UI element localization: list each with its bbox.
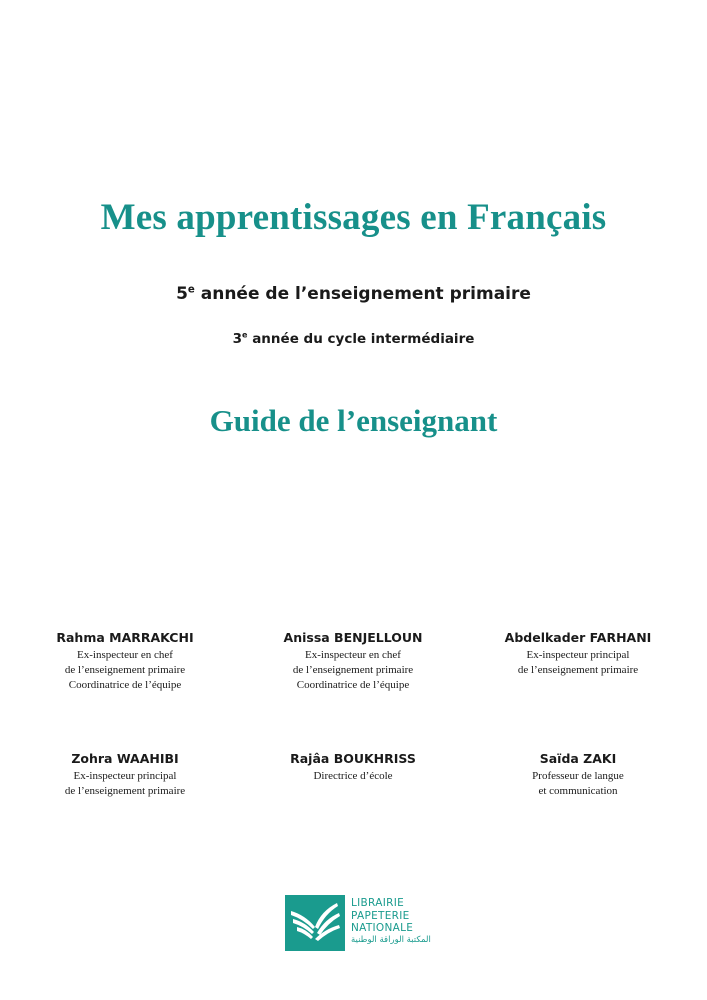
cycle-level-text: année du cycle intermédiaire (247, 331, 475, 347)
author-block (15, 751, 235, 799)
publisher-name-line: NATIONALE (351, 922, 414, 934)
author-role: de l’enseignement primaire (64, 664, 186, 676)
publisher-name-line: PAPETERIE (351, 909, 410, 922)
author-role: Ex-inspecteur en chef (305, 649, 401, 661)
author-block (468, 751, 688, 799)
publisher-name-arabic: المكتبة الوراقة الوطنية (351, 934, 431, 945)
book-wing-logo-icon (285, 895, 345, 951)
author-block (243, 751, 463, 784)
cycle-level-superscript: e (242, 329, 248, 340)
publisher-logo (285, 895, 431, 951)
author-role: Coordinatrice de l’équipe (296, 679, 410, 691)
school-level-number: 5 (176, 284, 188, 304)
book-title: Mes apprentissages en Français (100, 197, 607, 238)
author-role: de l’enseignement primaire (517, 664, 639, 676)
author-name: Rajâa BOUKHRISS (290, 751, 416, 766)
school-level-text: année de l’enseignement primaire (194, 284, 531, 304)
cycle-level (0, 331, 707, 347)
author-block (243, 630, 463, 693)
author-name: Anissa BENJELLOUN (283, 630, 423, 645)
author-role: de l’enseignement primaire (292, 664, 414, 676)
author-role: Professeur de langue (532, 770, 624, 782)
author-name: Zohra WAAHIBI (71, 751, 179, 766)
guide-title: Guide de l’enseignant (209, 403, 498, 438)
school-level (0, 284, 707, 304)
publisher-name (351, 897, 431, 946)
school-level-superscript: e (187, 284, 195, 296)
author-role: Coordinatrice de l’équipe (68, 679, 182, 691)
author-role: Ex-inspecteur principal (526, 649, 630, 661)
author-name: Rahma MARRAKCHI (56, 630, 194, 645)
author-role: Ex-inspecteur en chef (77, 649, 173, 661)
cycle-level-number: 3 (232, 331, 242, 347)
author-block (15, 630, 235, 693)
author-role: Ex-inspecteur principal (73, 770, 177, 782)
author-role: et communication (538, 785, 618, 797)
author-role: Directrice d’école (313, 770, 393, 782)
author-name: Saïda ZAKI (539, 751, 617, 766)
publisher-name-line: LIBRAIRIE (351, 897, 405, 909)
author-role: de l’enseignement primaire (64, 785, 186, 797)
author-block (468, 630, 688, 678)
author-name: Abdelkader FARHANI (504, 630, 652, 645)
